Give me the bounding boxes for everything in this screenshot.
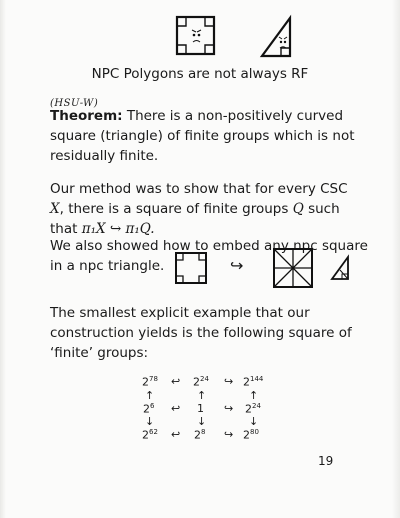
handwritten-note: (HSU-W) — [50, 98, 99, 109]
m-down-arrow-3: ↓ — [249, 415, 259, 428]
m-r3c2: $2^8$ — [194, 428, 206, 442]
m-r1-right-arrow: ↪ — [224, 375, 234, 388]
page-number: 19 — [318, 454, 334, 468]
embed-line-2: in a npc triangle. — [50, 258, 165, 274]
m-r1c1: $2^{78}$ — [142, 375, 158, 389]
example-paragraph: The smallest explicit example that our construction yields is the following square of ‘finite’ groups: — [50, 305, 352, 361]
method-line-2-end: such — [308, 201, 340, 217]
method-line-2: , there is a square of finite groups — [59, 201, 289, 217]
var-x: X — [50, 201, 60, 217]
embed-line-1: We also showed how to embed any npc square — [50, 238, 368, 254]
m-r1c2: $2^{24}$ — [193, 375, 209, 389]
embedding-formula: π₁X ↪ π₁Q. — [81, 221, 155, 237]
m-down-arrow-1: ↓ — [145, 415, 155, 428]
m-down-arrow-2: ↓ — [197, 415, 207, 428]
m-r2c3: $2^{24}$ — [245, 402, 261, 416]
slide-title: NPC Polygons are not always RF — [91, 66, 309, 82]
var-q: Q — [292, 201, 304, 217]
method-line-3-prefix: that — [50, 221, 78, 237]
m-r3-right-arrow: ↪ — [224, 428, 234, 441]
embed-arrow: ↪ — [230, 256, 244, 275]
m-r1c3: $2^{144}$ — [243, 375, 264, 389]
theorem-text: There is a non-positively curved square (triangle) of finite groups which is not residually finite. — [50, 108, 355, 164]
m-up-arrow-2: ↑ — [197, 389, 207, 402]
m-up-arrow-1: ↑ — [145, 389, 155, 402]
m-up-arrow-3: ↑ — [249, 389, 259, 402]
m-r2-left-arrow: ↩ — [171, 402, 181, 415]
m-r2-right-arrow: ↪ — [224, 402, 234, 415]
m-r2c2: 1 — [197, 402, 204, 415]
m-r2c1: $2^6$ — [143, 402, 155, 416]
method-line-1: Our method was to show that for every CSC — [50, 181, 348, 197]
theorem-label: Theorem: — [50, 108, 123, 124]
m-r1-left-arrow: ↩ — [171, 375, 181, 388]
m-r3c1: $2^{62}$ — [142, 428, 158, 442]
m-r3-left-arrow: ↩ — [171, 428, 181, 441]
m-r3c3: $2^{80}$ — [243, 428, 259, 442]
